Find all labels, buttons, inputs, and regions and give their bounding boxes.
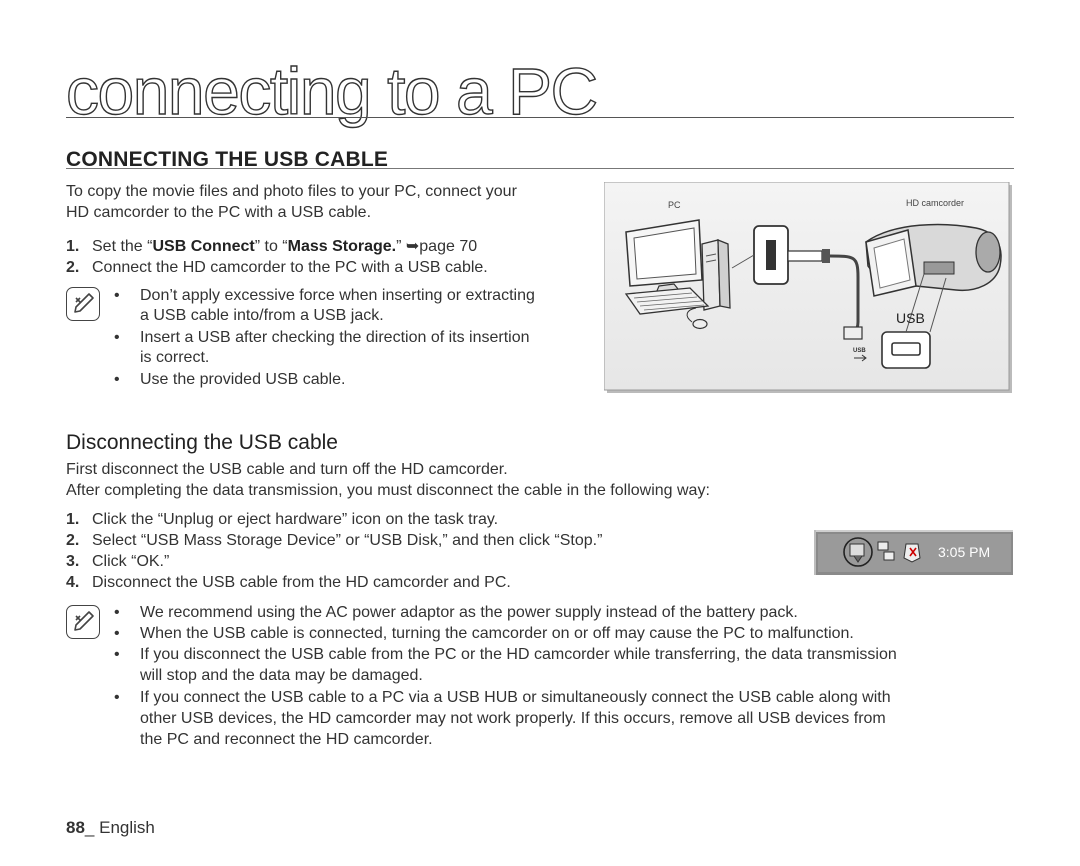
note-item: • If you disconnect the USB cable from the PC or the HD camcorder while transferring, the data transmission — [114, 646, 897, 663]
intro-line-1: To copy the movie files and photo files to your PC, connect your — [66, 183, 517, 200]
note-item-cont: is correct. — [140, 349, 210, 366]
page-number: 88 — [66, 818, 85, 837]
camcorder-label: HD camcorder — [906, 198, 965, 208]
note-item-cont: the PC and reconnect the HD camcorder. — [140, 731, 433, 748]
step-1 — [66, 237, 586, 258]
pc-tower-icon — [702, 240, 730, 310]
pc-label: PC — [668, 200, 681, 210]
note-item-cont: will stop and the data may be damaged. — [140, 667, 423, 684]
note-item-cont: a USB cable into/from a USB jack. — [140, 307, 384, 324]
note-item: • We recommend using the AC power adaptor as the power supply instead of the battery pack. — [114, 604, 798, 621]
step-text: ” — [396, 238, 406, 255]
disconnect-subheading: Disconnecting the USB cable — [66, 431, 338, 454]
note-item-cont: other USB devices, the HD camcorder may not work properly. If this occurs, remove all USB devices from — [140, 710, 886, 727]
step-number: 2. — [66, 259, 80, 276]
note-item: • Insert a USB after checking the direction of its insertion — [114, 329, 530, 346]
step-text: Click the “Unplug or eject hardware” icon on the task tray. — [92, 511, 499, 528]
step-2 — [66, 258, 586, 279]
step-4 — [66, 573, 786, 594]
disconnect-intro-1: First disconnect the USB cable and turn off the HD camcorder. — [66, 461, 508, 478]
note-pencil-icon — [66, 287, 100, 321]
note-item: • When the USB cable is connected, turning the camcorder on or off may cause the PC to malfunction. — [114, 625, 854, 642]
section-rule — [66, 168, 1014, 169]
usb-connection-diagram — [604, 182, 1014, 394]
page-reference: page 70 — [419, 238, 478, 255]
section-heading: CONNECTING THE USB CABLE — [66, 148, 389, 171]
task-tray-image — [814, 530, 1013, 575]
step-number: 4. — [66, 574, 80, 591]
step-text: Connect the HD camcorder to the PC with a USB cable. — [92, 259, 488, 276]
note-item: • If you connect the USB cable to a PC via a USB HUB or simultaneously connect the USB cable along with — [114, 689, 891, 706]
page-ref-arrow-icon: ➥ — [405, 238, 420, 255]
disconnect-intro-2: After completing the data transmission, you must disconnect the cable in the following way: — [66, 482, 710, 499]
footer-language: _ English — [84, 818, 155, 837]
note-item: • Don’t apply excessive force when inserting or extracting — [114, 287, 535, 304]
tray-clock: 3:05 PM — [938, 544, 991, 560]
step-text: Set the “ — [92, 238, 153, 255]
page-footer — [66, 818, 155, 838]
camcorder-icon — [866, 225, 1001, 296]
mouse-icon — [693, 320, 707, 329]
menu-usb-connect: USB Connect — [152, 238, 255, 255]
step-text: Select “USB Mass Storage Device” or “USB Disk,” and then click “Stop.” — [92, 532, 603, 549]
step-2 — [66, 531, 786, 552]
usb-small-label: USB — [853, 348, 866, 354]
step-text: Click “OK.” — [92, 553, 170, 570]
note-item: • Use the provided USB cable. — [114, 371, 346, 388]
step-text: Disconnect the USB cable from the HD camcorder and PC. — [92, 574, 511, 591]
step-text: ” to “ — [254, 238, 288, 255]
page-title: connecting to a PC — [66, 54, 597, 128]
note-pencil-icon — [66, 605, 100, 639]
intro-line-2: HD camcorder to the PC with a USB cable. — [66, 204, 372, 221]
usb-label: USB — [896, 310, 925, 326]
step-3 — [66, 552, 786, 573]
title-rule — [66, 117, 1014, 118]
step-number: 2. — [66, 532, 80, 549]
usb-plug-icon — [788, 251, 822, 261]
step-number: 3. — [66, 553, 80, 570]
step-number: 1. — [66, 511, 80, 528]
security-icon — [904, 544, 920, 562]
step-number: 1. — [66, 238, 80, 255]
menu-mass-storage: Mass Storage. — [287, 238, 397, 255]
step-1 — [66, 510, 786, 531]
